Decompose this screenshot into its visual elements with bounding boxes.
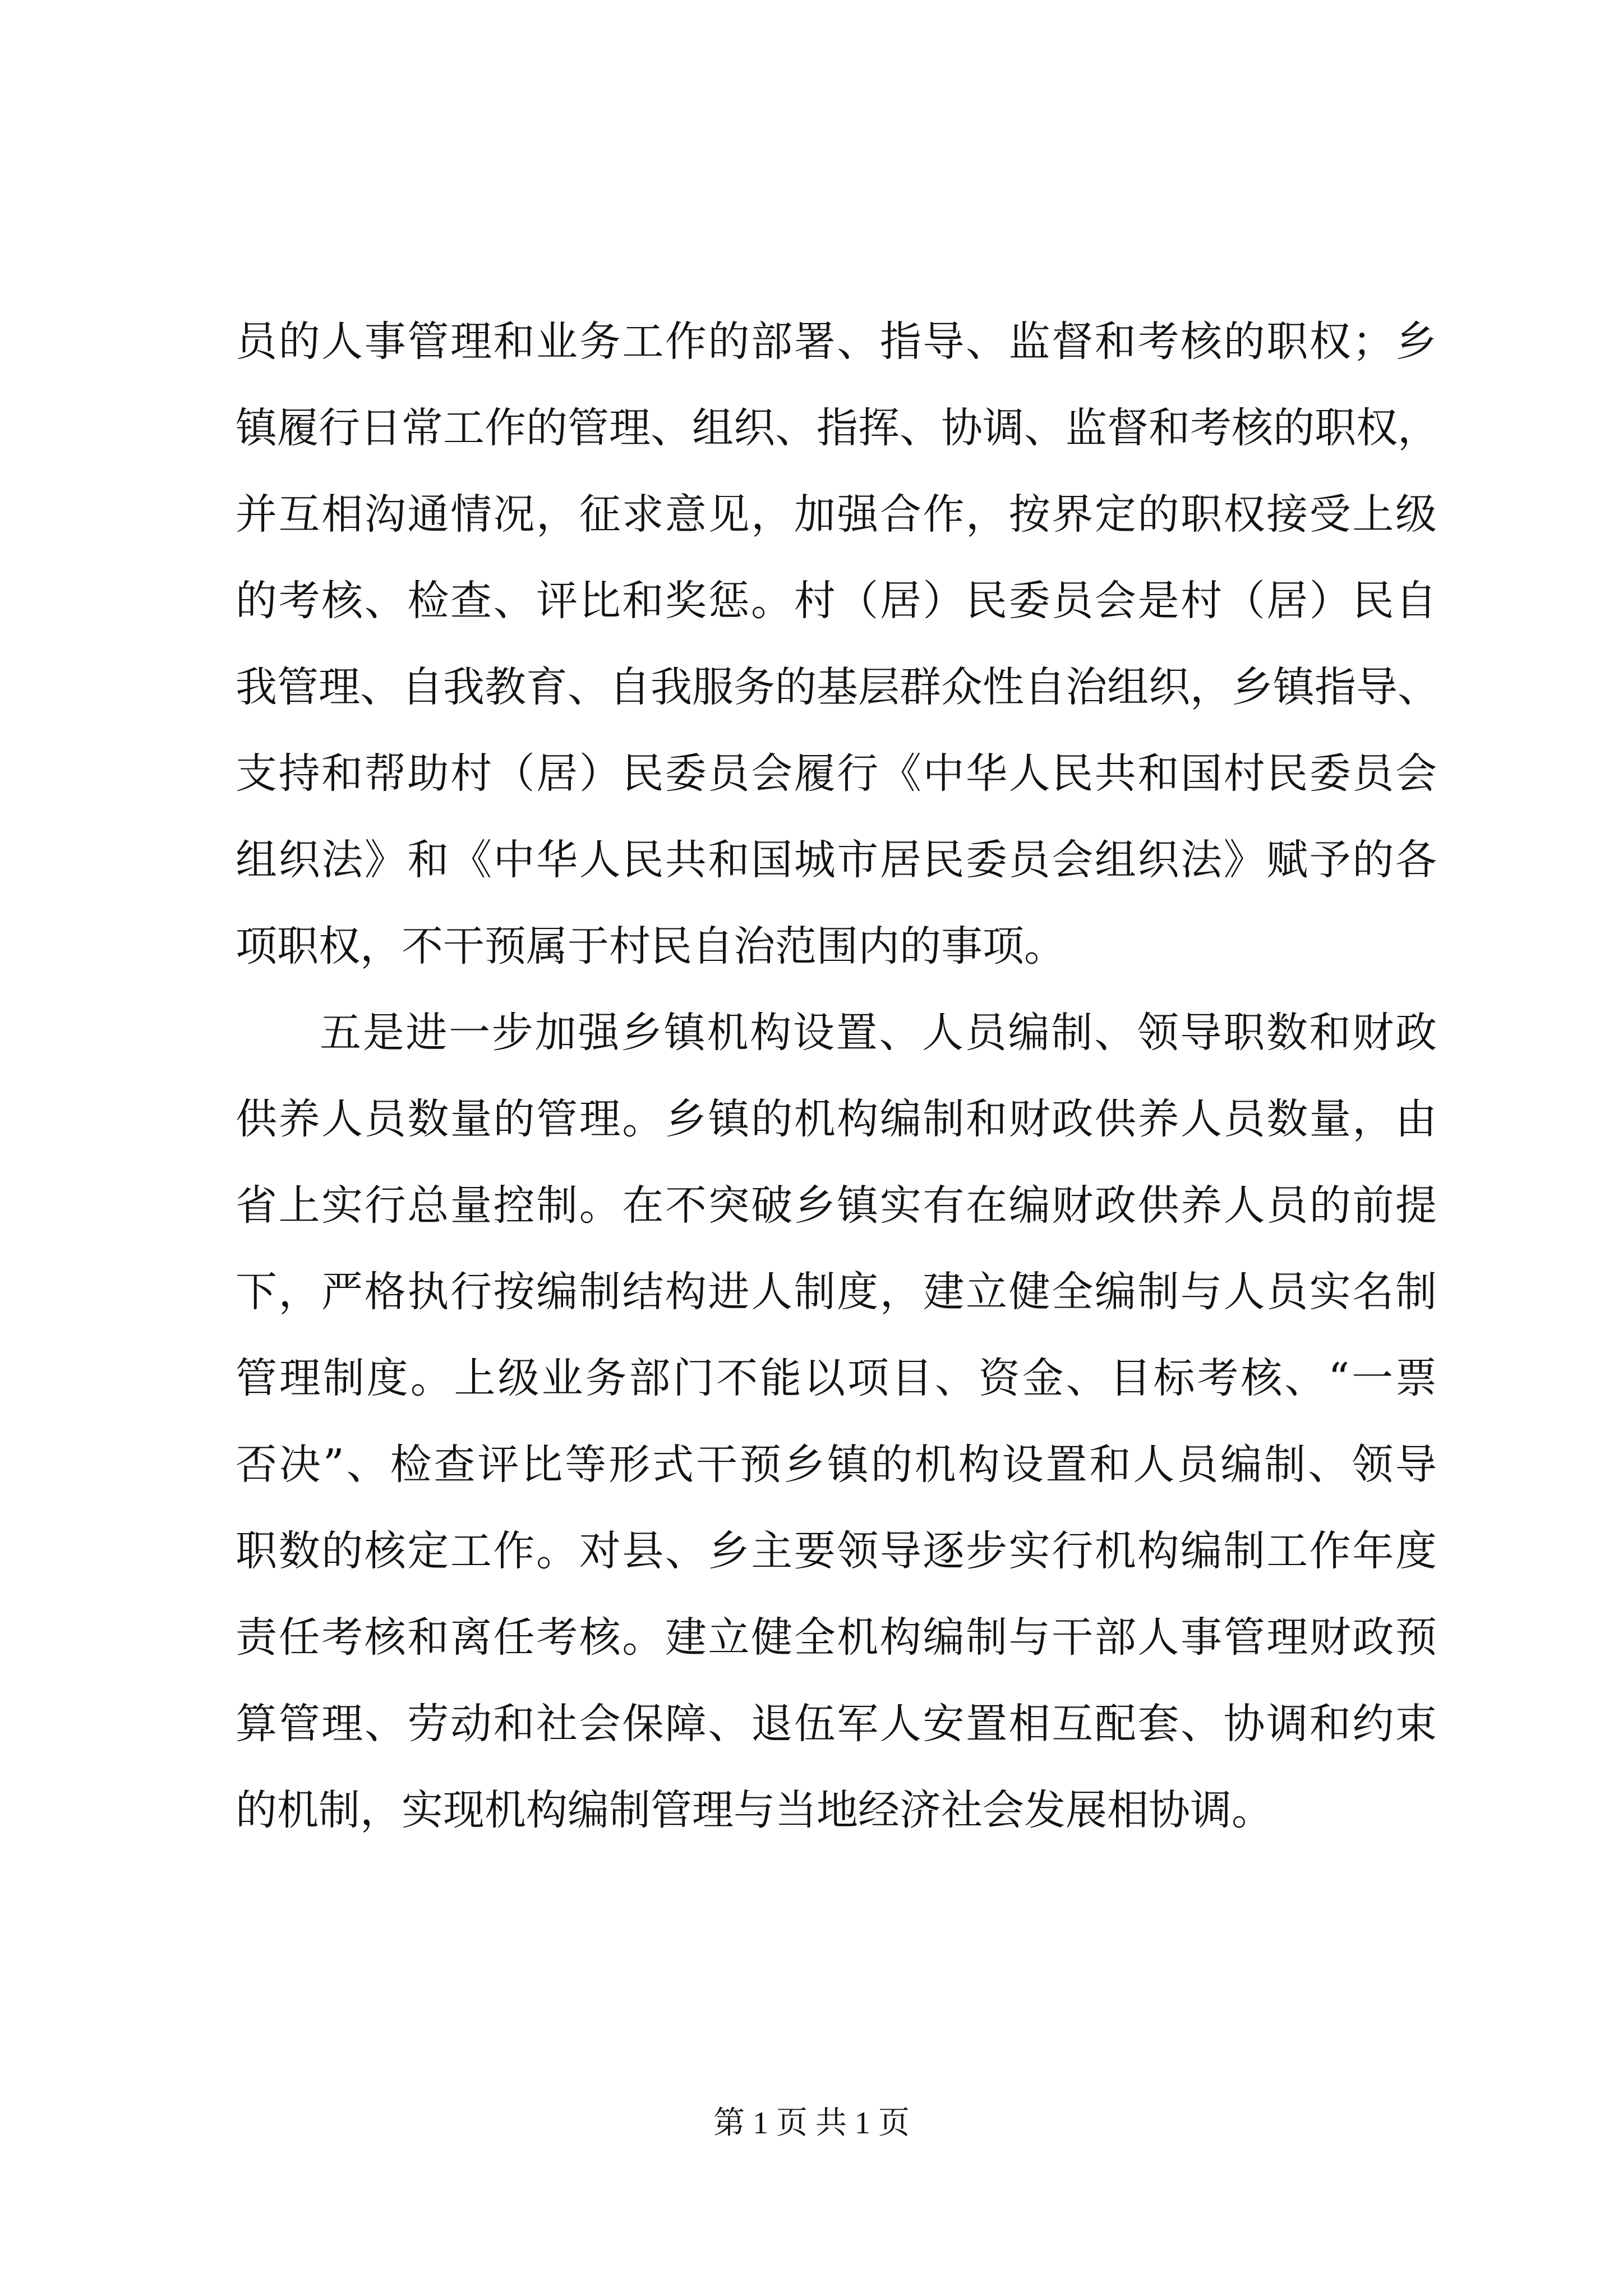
text-line: 否决”、检查评比等形式干预乡镇的机构设置和人员编制、领导 <box>236 1441 1437 1489</box>
text-line: 项职权，不干预属于村民自治范围内的事项。 <box>236 922 1066 970</box>
text-line: 员的人事管理和业务工作的部署、指导、监督和考核的职权；乡 <box>236 318 1437 366</box>
text-line: 组织法》和《中华人民共和国城市居民委员会组织法》赋予的各 <box>236 836 1437 884</box>
text-line: 算管理、劳动和社会保障、退伍军人安置相互配套、协调和约束 <box>236 1700 1437 1748</box>
text-line: 支持和帮助村（居）民委员会履行《中华人民共和国村民委员会 <box>236 749 1437 798</box>
text-line: 我管理、自我教育、自我服务的基层群众性自治组织，乡镇指导、 <box>236 663 1439 711</box>
paragraph-1 <box>236 298 1437 990</box>
text-line: 的机制，实现机构编制管理与当地经济社会发展相协调。 <box>236 1786 1273 1834</box>
text-line: 并互相沟通情况，征求意见，加强合作，按界定的职权接受上级 <box>236 490 1437 539</box>
text-line: 责任考核和离任考核。建立健全机构编制与干部人事管理财政预 <box>236 1613 1437 1662</box>
text-line: 供养人员数量的管理。乡镇的机构编制和财政供养人员数量，由 <box>236 1095 1437 1143</box>
text-line: 管理制度。上级业务部门不能以项目、资金、目标考核、“一票 <box>236 1354 1437 1402</box>
paragraph-2 <box>236 990 1437 1853</box>
text-line: 职数的核定工作。对县、乡主要领导逐步实行机构编制工作年度 <box>236 1527 1437 1575</box>
text-line: 镇履行日常工作的管理、组织、指挥、协调、监督和考核的职权， <box>236 404 1439 452</box>
document-body <box>236 298 1437 1853</box>
text-line: 下，严格执行按编制结构进人制度，建立健全编制与人员实名制 <box>236 1268 1437 1316</box>
text-line: 的考核、检查、评比和奖惩。村（居）民委员会是村（居）民自 <box>236 577 1437 625</box>
text-line: 五是进一步加强乡镇机构设置、人员编制、领导职数和财政 <box>320 1009 1437 1057</box>
page-footer: 第 1 页 共 1 页 <box>713 2106 910 2141</box>
text-line: 省上实行总量控制。在不突破乡镇实有在编财政供养人员的前提 <box>236 1181 1437 1230</box>
